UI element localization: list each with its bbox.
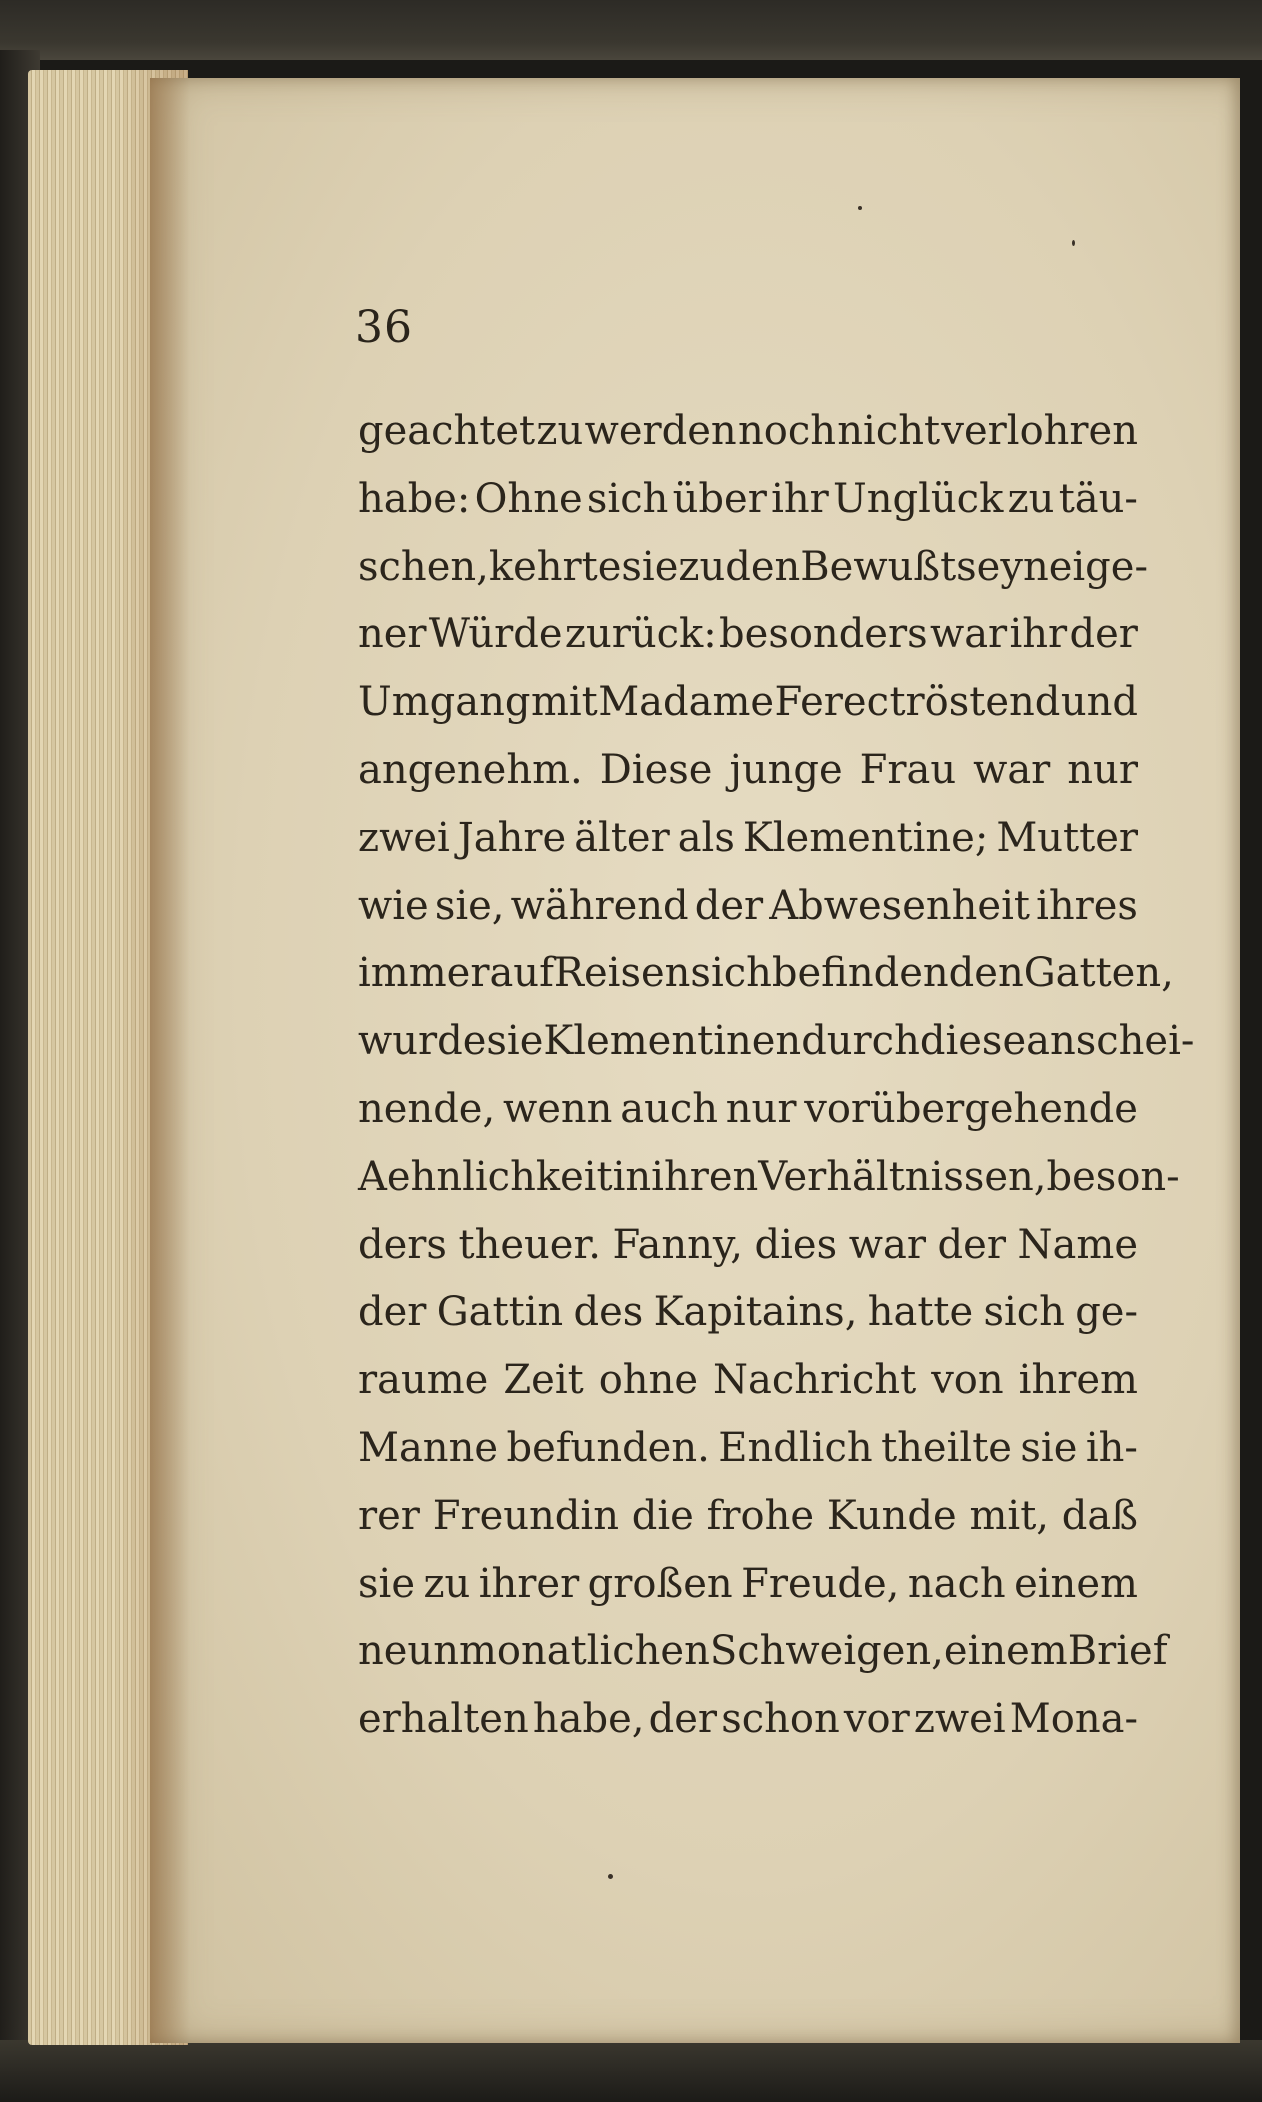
word: war [973, 746, 1051, 793]
word: Mona- [1009, 1696, 1138, 1743]
text-line [358, 1686, 1138, 1754]
word: ihres [1036, 882, 1138, 929]
word: Aehnlichkeit [358, 1153, 613, 1200]
text-line [358, 1551, 1138, 1619]
book-cover-top [0, 0, 1262, 60]
text-line [358, 601, 1138, 669]
word: sie [358, 1560, 415, 1607]
word: Ohne [474, 475, 583, 522]
word: die [631, 1492, 694, 1539]
word: Abwesenheit [769, 882, 1030, 929]
word: ih- [1085, 1424, 1138, 1471]
word: nach [907, 1560, 1006, 1607]
text-line [358, 1279, 1138, 1347]
word: großen [587, 1560, 733, 1607]
word: ge- [1075, 1289, 1138, 1336]
word: ders [358, 1221, 447, 1268]
text-line [358, 1144, 1180, 1212]
word: beson- [1046, 1153, 1180, 1200]
word: theuer. [458, 1221, 601, 1268]
word: Umgang [358, 679, 531, 726]
word: ihrer [478, 1560, 580, 1607]
word: und [1060, 679, 1138, 726]
text-line [358, 1618, 1168, 1686]
word: Brief [1067, 1628, 1168, 1675]
word: werden [584, 408, 737, 454]
word: kehrte [488, 543, 622, 590]
word: täu- [1058, 475, 1138, 522]
word: Name [1017, 1221, 1138, 1268]
text-line [358, 940, 1174, 1008]
word: einem [943, 1628, 1068, 1675]
book-cover-bottom [0, 2040, 1262, 2102]
word: wie [358, 882, 429, 929]
word: neun [358, 1628, 459, 1675]
word: ohne [598, 1357, 698, 1404]
text-line [358, 1415, 1138, 1483]
word: besonders [719, 611, 928, 658]
word: älter [574, 814, 670, 861]
word: Reisen [553, 950, 691, 997]
word: zwei [358, 814, 450, 861]
word: einem [1014, 1560, 1138, 1607]
word: Verhältnissen, [758, 1153, 1047, 1200]
word: Unglück [833, 475, 1004, 522]
word: raume [358, 1357, 489, 1404]
word: diese [919, 1018, 1027, 1065]
text-line [358, 1483, 1138, 1551]
word: tröstend [889, 679, 1061, 726]
word: Würde [428, 611, 563, 658]
word: nur [725, 1085, 797, 1132]
word: junge [729, 746, 843, 793]
word: Kunde [826, 1492, 957, 1539]
text-line [358, 805, 1138, 873]
word: Fanny, [612, 1221, 743, 1268]
word: geachtet [358, 408, 536, 454]
word: vorübergehende [804, 1085, 1138, 1132]
word: Zeit [503, 1357, 584, 1404]
word: der [694, 882, 764, 929]
text-line [358, 1347, 1138, 1415]
paper-speck [858, 206, 862, 210]
word: der [937, 1221, 1006, 1268]
word: von [931, 1357, 1004, 1404]
word: rer [358, 1492, 420, 1539]
word: schen, [358, 543, 489, 590]
word: anschei- [1026, 1018, 1195, 1065]
word: sie, [434, 882, 505, 929]
word: auf [489, 950, 554, 997]
word: war [929, 611, 1008, 658]
word: Mutter [996, 814, 1138, 861]
word: sich [983, 1289, 1065, 1336]
word: ner [358, 611, 427, 658]
text-line [358, 1212, 1138, 1280]
word: wenn [502, 1085, 613, 1132]
word: Kapitains, [653, 1289, 858, 1336]
text-line [358, 466, 1138, 534]
word: mit, [969, 1492, 1049, 1539]
word: war [848, 1221, 926, 1268]
word: sie [621, 543, 679, 590]
word: zu [1007, 475, 1055, 522]
word: Freundin [432, 1492, 619, 1539]
text-line [358, 398, 1138, 466]
word: zu [536, 408, 584, 454]
word: wurde [358, 1018, 487, 1065]
word: angenehm. [358, 746, 583, 793]
word: habe: [358, 475, 471, 522]
word: Frau [859, 746, 957, 793]
word: ihr [1009, 611, 1068, 658]
word: schon [721, 1696, 840, 1743]
word: daß [1061, 1492, 1138, 1539]
word: Jahre [457, 814, 567, 861]
word: als [677, 814, 735, 861]
word: Diese [599, 746, 713, 793]
word: sie [486, 1018, 544, 1065]
word: nicht [837, 408, 941, 454]
word: Madame [598, 679, 775, 726]
word: habe, [532, 1696, 645, 1743]
word: nende, [358, 1085, 496, 1132]
text-line [358, 1008, 1195, 1076]
page-number: 36 [355, 302, 413, 353]
word: Schweigen, [709, 1628, 944, 1675]
word: sie [1020, 1424, 1078, 1471]
text-line [358, 534, 1148, 602]
word: Ferec [774, 679, 889, 726]
word: theilte [881, 1424, 1012, 1471]
word: Freude, [741, 1560, 900, 1607]
word: verlohren [941, 408, 1138, 454]
word: Nachricht [713, 1357, 917, 1404]
text-line [358, 873, 1138, 941]
word: erhalten [358, 1696, 529, 1743]
word: Gattin [436, 1289, 564, 1336]
word: vor [843, 1696, 910, 1743]
word: zu [678, 543, 726, 590]
text-line [358, 737, 1138, 805]
word: sich [690, 950, 772, 997]
word: den [725, 543, 801, 590]
word: der [648, 1696, 718, 1743]
word: ihrem [1018, 1357, 1138, 1404]
word: ihr [771, 475, 829, 522]
word: Bewußtseyn [800, 543, 1049, 590]
word: des [573, 1289, 644, 1336]
page-gutter-shadow [150, 78, 190, 2043]
word: sich [586, 475, 669, 522]
word: zurück: [564, 611, 717, 658]
word: befindenden [771, 950, 1024, 997]
word: über [672, 475, 767, 522]
word: Gatten, [1023, 950, 1174, 997]
word: immer [358, 950, 490, 997]
word: der [358, 1289, 427, 1336]
word: mit [530, 679, 598, 726]
word: in [612, 1153, 652, 1200]
word: auch [620, 1085, 718, 1132]
text-line [358, 669, 1138, 737]
word: zu [423, 1560, 471, 1607]
word: Klementinen [543, 1018, 802, 1065]
word: zwei [913, 1696, 1006, 1743]
word: hatte [867, 1289, 974, 1336]
word: noch [737, 408, 836, 454]
paper-speck [608, 1874, 613, 1879]
word: durch [801, 1018, 920, 1065]
word: ihren [651, 1153, 759, 1200]
word: der [1069, 611, 1138, 658]
word: frohe [706, 1492, 815, 1539]
word: während [510, 882, 689, 929]
word: dies [754, 1221, 838, 1268]
word: befunden. [506, 1424, 710, 1471]
word: eige- [1048, 543, 1148, 590]
word: monatlichen [458, 1628, 710, 1675]
word: Klementine; [742, 814, 989, 861]
paper-speck [1072, 240, 1075, 246]
word: nur [1067, 746, 1138, 793]
word: Manne [358, 1424, 498, 1471]
body-text [358, 398, 1195, 1754]
text-line [358, 1076, 1138, 1144]
word: Endlich [718, 1424, 873, 1471]
